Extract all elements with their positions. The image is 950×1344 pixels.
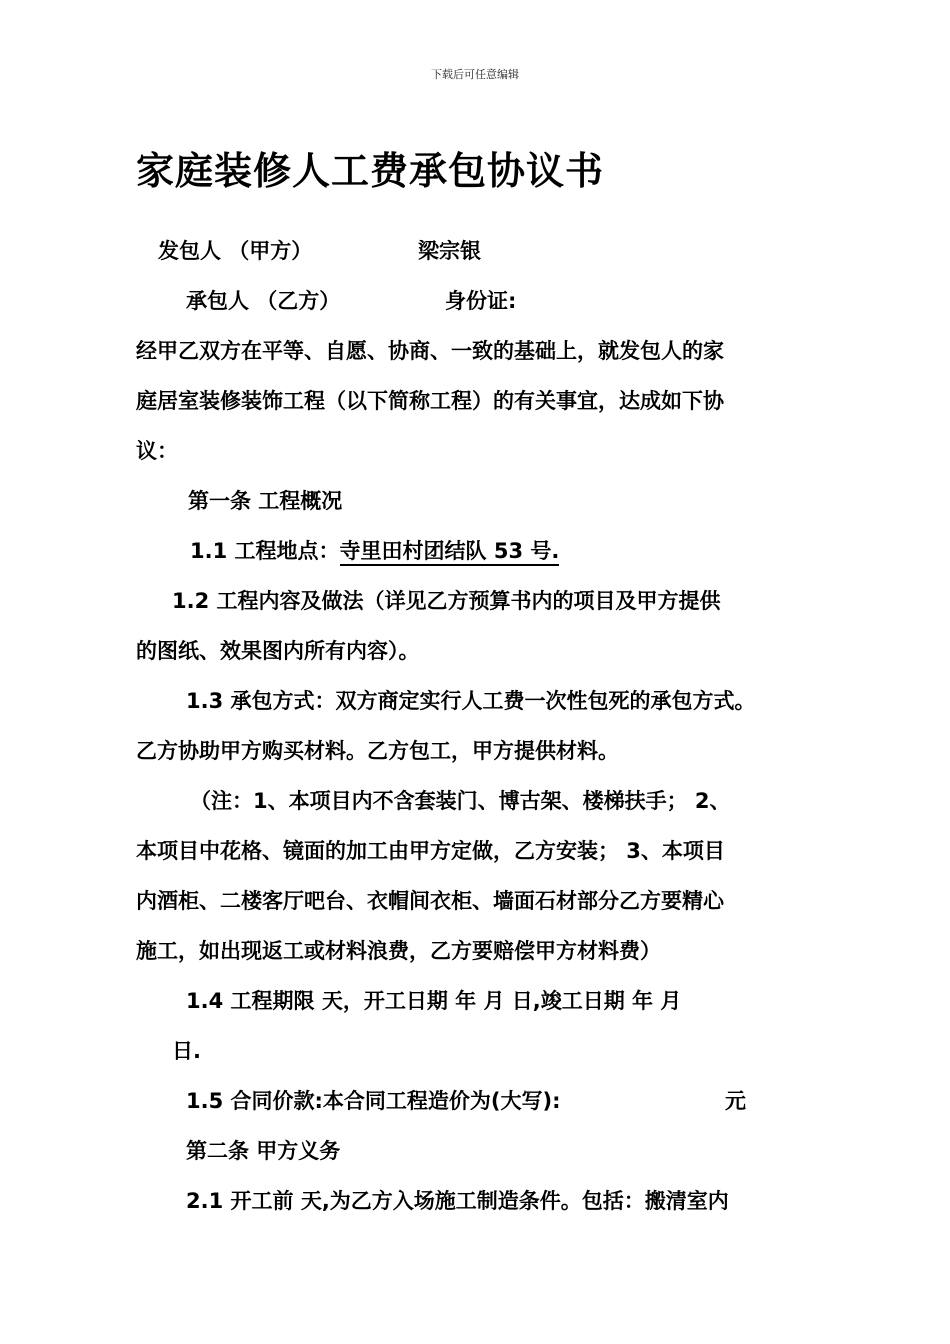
article-2-heading: 第二条 甲方义务 bbox=[186, 1139, 341, 1163]
item-1-1 bbox=[190, 536, 559, 566]
intro-line-1: 经甲乙双方在平等、自愿、协商、一致的基础上，就发包人的家 bbox=[136, 339, 724, 363]
item-1-3-line-2: 乙方协助甲方购买材料。乙方包工，甲方提供材料。 bbox=[136, 739, 619, 763]
page-header: 下载后可任意编辑 bbox=[431, 68, 519, 81]
item-1-2-line-1: 1.2 工程内容及做法（详见乙方预算书内的项目及甲方提供 bbox=[172, 589, 721, 613]
note-line-4: 施工，如出现返工或材料浪费，乙方要赔偿甲方材料费） bbox=[136, 939, 661, 963]
item-1-4-line-1: 1.4 工程期限 天，开工日期 年 月 日,竣工日期 年 月 bbox=[186, 989, 682, 1013]
note-line-3: 内酒柜、二楼客厅吧台、衣帽间衣柜、墙面石材部分乙方要精心 bbox=[136, 889, 724, 913]
intro-line-3: 议： bbox=[136, 439, 178, 463]
item-1-4-line-2: 日. bbox=[172, 1039, 201, 1063]
document-title: 家庭装修人工费承包协议书 bbox=[136, 149, 605, 193]
item-1-3-line-1: 1.3 承包方式：双方商定实行人工费一次性包死的承包方式。 bbox=[186, 689, 756, 713]
item-1-1-label: 1.1 工程地点： bbox=[190, 539, 340, 563]
party-a-name: 梁宗银 bbox=[418, 239, 481, 263]
party-b-id-label: 身份证: bbox=[445, 289, 517, 313]
item-1-2-line-2: 的图纸、效果图内所有内容）。 bbox=[136, 639, 420, 663]
item-1-5-unit: 元 bbox=[725, 1089, 746, 1113]
project-location: 寺里田村团结队 53 号. bbox=[340, 539, 560, 566]
article-1-heading: 第一条 工程概况 bbox=[188, 489, 343, 513]
note-line-2: 本项目中花格、镜面的加工由甲方定做，乙方安装； 3、本项目 bbox=[136, 839, 725, 863]
party-a-label: 发包人 （甲方） bbox=[158, 239, 313, 263]
note-line-1: （注：1、本项目内不含套装门、博古架、楼梯扶手； 2、 bbox=[190, 789, 731, 813]
item-1-5-text: 1.5 合同价款:本合同工程造价为(大写): bbox=[186, 1089, 561, 1113]
item-2-1: 2.1 开工前 天,为乙方入场施工制造条件。包括：搬清室内 bbox=[186, 1189, 729, 1213]
party-b-label: 承包人 （乙方） bbox=[186, 289, 341, 313]
intro-line-2: 庭居室装修装饰工程（以下简称工程）的有关事宜，达成如下协 bbox=[136, 389, 724, 413]
